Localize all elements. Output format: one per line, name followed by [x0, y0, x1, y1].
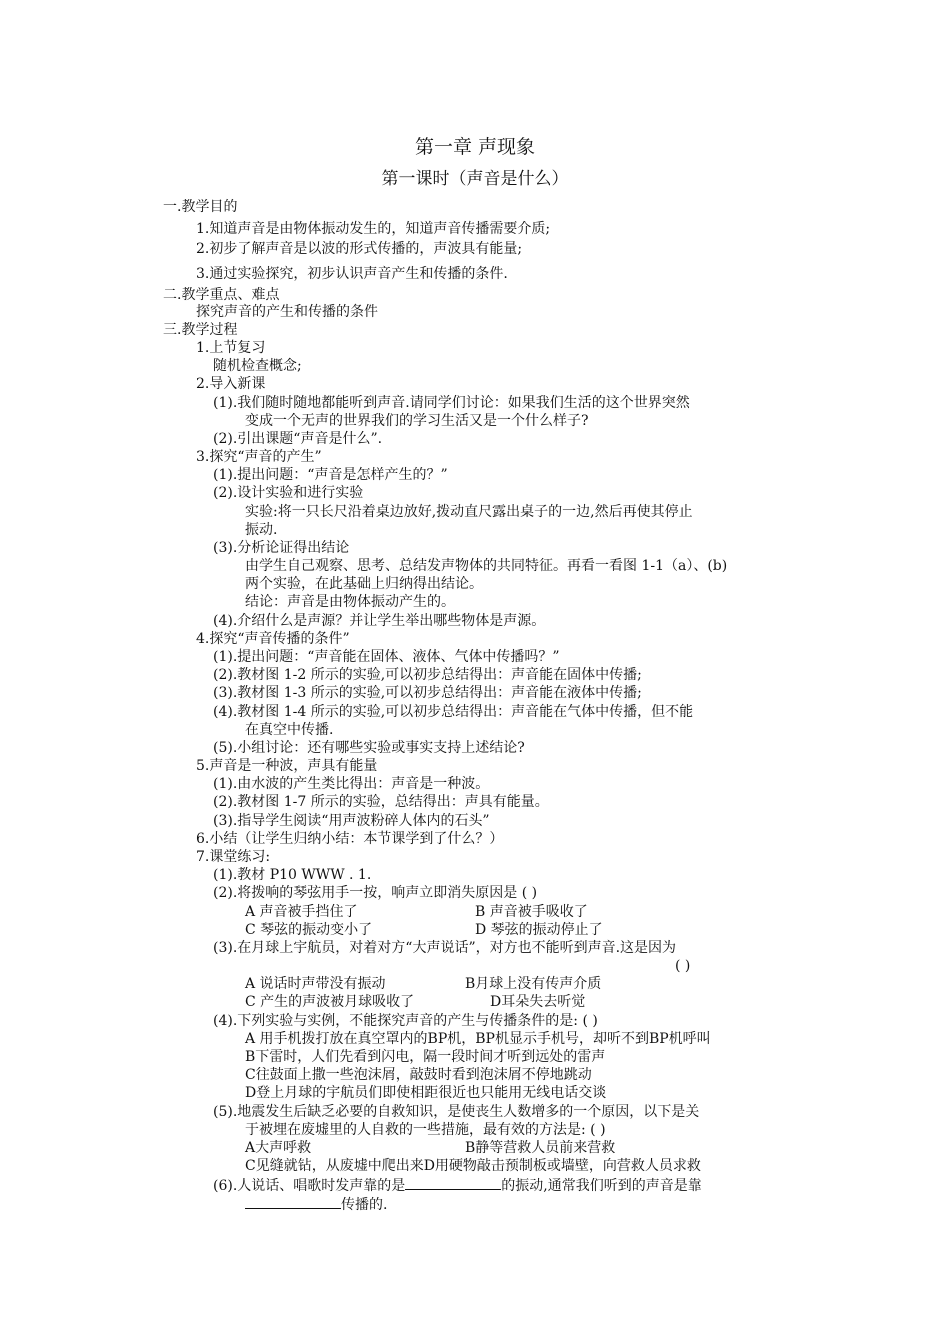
exercise-question: 于被埋在废墟里的人自救的一些措施，最有效的方法是: ( ): [245, 1122, 606, 1138]
step-text: (3).指导学生阅读“用声波粉碎人体内的石头”: [213, 813, 490, 829]
exercise-question: (4).下列实验与实例，不能探究声音的产生与传播条件的是: ( ): [213, 1013, 598, 1029]
step-text: 结论：声音是由物体振动产生的。: [245, 594, 455, 610]
step-title: 4.探究“声音传播的条件”: [196, 631, 350, 647]
exercise-option: A 声音被手挡住了: [245, 904, 358, 920]
exercise-option: B 声音被手吸收了: [475, 904, 588, 920]
fill-text: (6).人说话、唱歌时发声靠的是: [213, 1178, 406, 1194]
exercise-option: B月球上没有传声介质: [465, 976, 602, 992]
step-text: 变成一个无声的世界我们的学习生活又是一个什么样子?: [245, 413, 589, 429]
exercise-option: D登上月球的宇航员们即使相距很近也只能用无线电话交谈: [245, 1085, 607, 1101]
step-title: 7.课堂练习:: [196, 849, 271, 865]
fill-blank[interactable]: [245, 1194, 341, 1209]
exercise-option: C 琴弦的振动变小了: [245, 922, 373, 938]
chapter-title: 第一章 声现象: [414, 136, 536, 158]
step-title: 2.导入新课: [196, 376, 266, 392]
step-text: 随机检查概念;: [213, 358, 302, 374]
goal-item: 3.通过实验探究，初步认识声音产生和传播的条件.: [196, 266, 508, 282]
step-text: (1).由水波的产生类比得出：声音是一种波。: [213, 776, 490, 792]
goal-item: 1.知道声音是由物体振动发生的，知道声音传播需要介质;: [196, 221, 551, 237]
step-text: (1).提出问题：“声音能在固体、液体、气体中传播吗？”: [213, 649, 560, 665]
exercise-option: A大声呼救: [245, 1140, 312, 1156]
step-text: (2).引出课题“声音是什么”.: [213, 431, 383, 447]
answer-parens: ( ): [675, 958, 691, 974]
step-text: 由学生自己观察、思考、总结发声物体的共同特征。再看一看图 1-1（a）、(b): [245, 558, 728, 574]
lesson-subtitle: 第一课时（声音是什么）: [381, 169, 569, 189]
step-text: 在真空中传播.: [245, 722, 334, 738]
keypoints-text: 探究声音的产生和传播的条件: [196, 304, 378, 320]
step-text: (2).教材图 1-7 所示的实验，总结得出：声具有能量。: [213, 794, 549, 810]
fill-text: 传播的.: [341, 1197, 388, 1213]
exercise-question: [213, 1175, 702, 1195]
exercise-option: D耳朵失去听觉: [490, 994, 586, 1010]
fill-blank[interactable]: [405, 1175, 501, 1190]
exercise-option: C 产生的声波被月球吸收了: [245, 994, 415, 1010]
step-text: (2).设计实验和进行实验: [213, 485, 364, 501]
step-title: 5.声音是一种波，声具有能量: [196, 758, 378, 774]
exercise-question: (2).将拨响的琴弦用手一按，响声立即消失原因是 ( ): [213, 885, 538, 901]
step-text: (3).分析论证得出结论: [213, 540, 350, 556]
step-text: (1).提出问题：“声音是怎样产生的？”: [213, 467, 448, 483]
step-text: 振动.: [245, 522, 278, 538]
step-text: (1).我们随时随地都能听到声音.请同学们讨论：如果我们生活的这个世界突然: [213, 395, 690, 411]
section-heading-keypoints: 二.教学重点、难点: [163, 287, 280, 303]
step-title: 3.探究“声音的产生”: [196, 449, 322, 465]
section-heading-goals: 一.教学目的: [163, 199, 238, 215]
exercise-option: C往鼓面上撒一些泡沫屑，敲鼓时看到泡沫屑不停地跳动: [245, 1067, 592, 1083]
exercise-option: D 琴弦的振动停止了: [475, 922, 603, 938]
exercise-option: C见缝就钻，从废墟中爬出来D用硬物敲击预制板或墙壁，向营救人员求救: [245, 1158, 701, 1174]
step-text: (3).教材图 1-3 所示的实验,可以初步总结得出：声音能在液体中传播;: [213, 685, 642, 701]
exercise-question: (1).教材 P10 WWW . 1.: [213, 867, 372, 883]
exercise-option: A 说话时声带没有振动: [245, 976, 386, 992]
exercise-question: (3).在月球上宇航员，对着对方“大声说话”，对方也不能听到声音.这是因为: [213, 940, 677, 956]
step-text: (5).小组讨论：还有哪些实验或事实支持上述结论?: [213, 740, 525, 756]
step-text: (4).教材图 1-4 所示的实验,可以初步总结得出：声音能在气体中传播，但不能: [213, 704, 694, 720]
exercise-option: A 用手机拨打放在真空罩内的BP机，BP机显示手机号，却听不到BP机呼叫: [245, 1031, 711, 1047]
fill-text: 的振动,通常我们听到的声音是靠: [501, 1178, 702, 1194]
step-text: 实验:将一只长尺沿着桌边放好,拨动直尺露出桌子的一边,然后再使其停止: [245, 504, 693, 520]
exercise-option: B静等营救人员前来营救: [465, 1140, 616, 1156]
section-heading-process: 三.教学过程: [163, 322, 238, 338]
exercise-question: [245, 1194, 387, 1214]
step-text: 两个实验，在此基础上归纳得出结论。: [245, 576, 483, 592]
step-text: (2).教材图 1-2 所示的实验,可以初步总结得出：声音能在固体中传播;: [213, 667, 642, 683]
step-text: (4).介绍什么是声源？并让学生举出哪些物体是声源。: [213, 613, 546, 629]
goal-item: 2.初步了解声音是以波的形式传播的，声波具有能量;: [196, 241, 523, 257]
step-title: 6.小结（让学生归纳小结：本节课学到了什么？）: [196, 831, 504, 847]
step-title: 1.上节复习: [196, 340, 266, 356]
exercise-question: (5).地震发生后缺乏必要的自救知识，是使丧生人数增多的一个原因，以下是关: [213, 1104, 700, 1120]
exercise-option: B下雷时，人们先看到闪电，隔一段时间才听到远处的雷声: [245, 1049, 606, 1065]
